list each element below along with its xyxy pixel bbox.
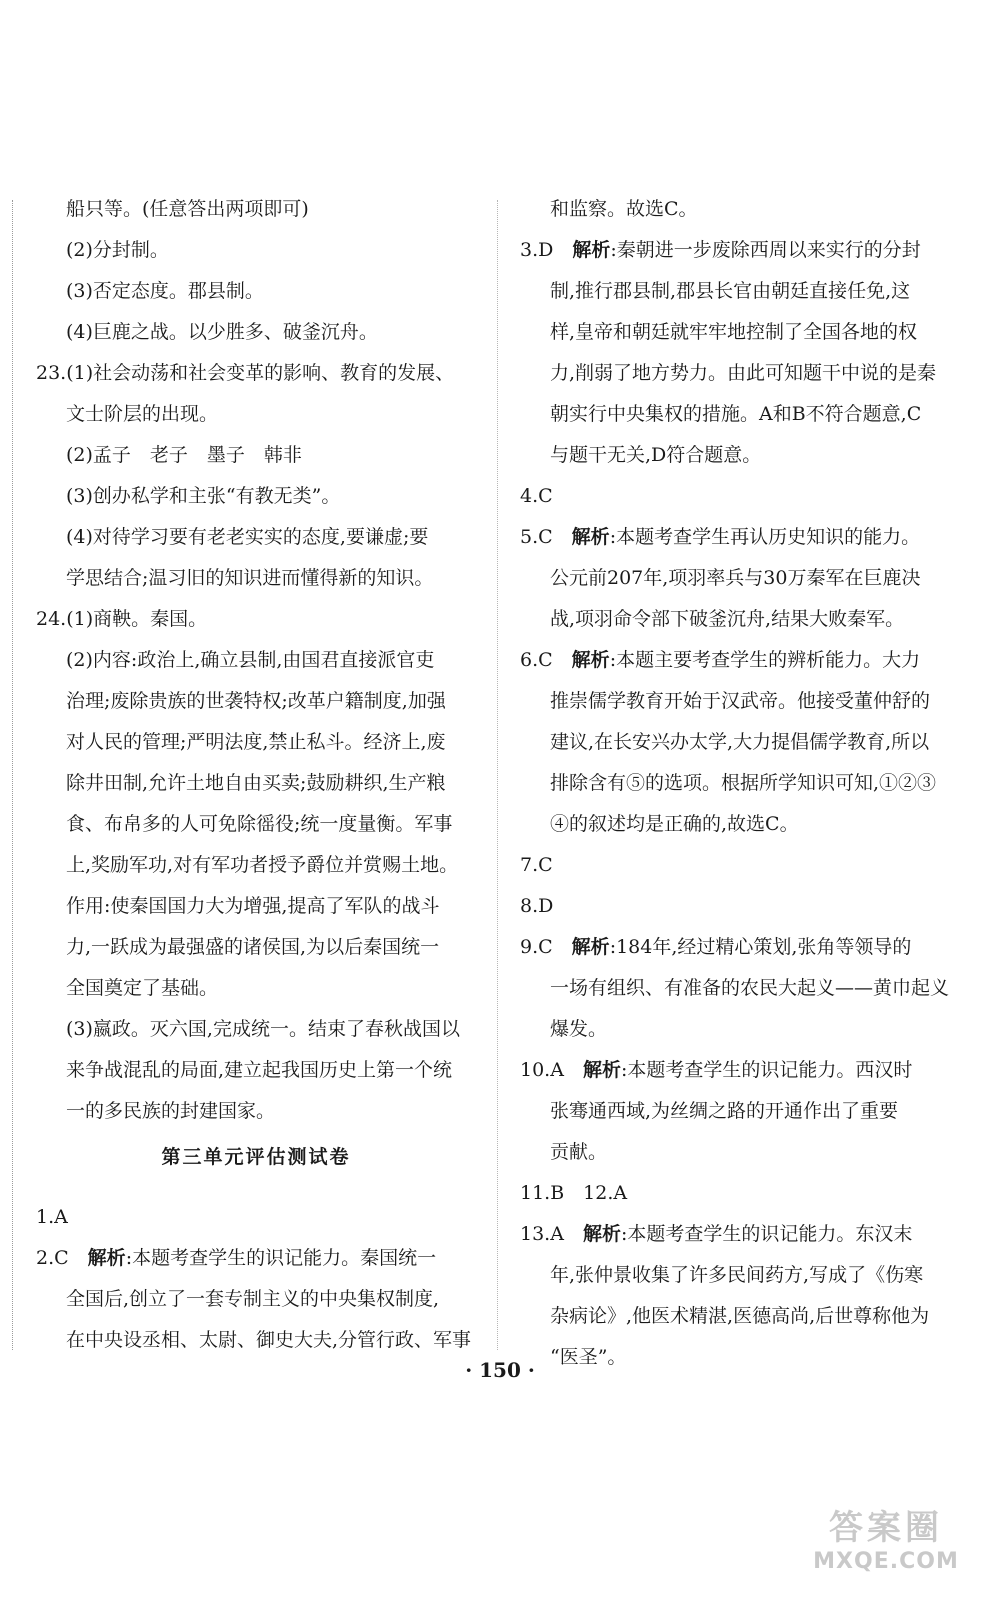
line-text: 7.C (520, 854, 553, 876)
line-text: 建议,在长安兴办太学,大力提倡儒学教育,所以 (550, 731, 930, 753)
page-number (0, 1358, 1000, 1382)
text-line (520, 893, 553, 919)
text-line (66, 729, 445, 755)
line-text: 一场有组织、有准备的农民大起义——黄巾起义 (550, 977, 950, 999)
text-line (550, 606, 904, 632)
page-number-dot-right: · (527, 1358, 535, 1382)
analysis-label: 解析 (582, 1059, 621, 1081)
line-text: 船只等。(任意答出两项即可) (66, 198, 309, 220)
text-line (66, 442, 302, 468)
text-line (36, 360, 454, 386)
answer-number: 5.C (520, 526, 572, 548)
answer-number: 13.A (520, 1223, 583, 1245)
line-text: 在中央设丞相、太尉、御史大夫,分管行政、军事 (66, 1329, 472, 1351)
line-text: 4.C (520, 485, 553, 507)
watermark (786, 1508, 986, 1588)
line-text: 排除含有⑤的选项。根据所学知识可知,①②③ (550, 772, 937, 794)
page-number-value: 150 (479, 1358, 521, 1382)
line-text: 与题干无关,D符合题意。 (550, 444, 762, 466)
line-text: (4)巨鹿之战。以少胜多、破釜沉舟。 (66, 321, 378, 343)
line-text: 治理;废除贵族的世袭特权;改革户籍制度,加强 (66, 690, 446, 712)
line-text: :秦朝进一步废除西周以来实行的分封 (610, 239, 921, 261)
watermark-logo: 答案圈 (829, 1508, 943, 1548)
line-text: (3)嬴政。灭六国,完成统一。结束了春秋战国以 (66, 1018, 460, 1040)
line-text: 文士阶层的出现。 (66, 403, 219, 425)
line-text: 8.D (520, 895, 554, 917)
text-line (66, 770, 445, 796)
answer-line (520, 1221, 912, 1247)
text-line (66, 811, 452, 837)
text-line (550, 442, 761, 468)
answer-line (520, 647, 920, 673)
text-line (66, 1057, 452, 1083)
text-line (66, 1327, 471, 1353)
line-text: 杂病论》,他医术精湛,医德高尚,后世尊称他为 (550, 1305, 930, 1327)
text-line (66, 524, 428, 550)
analysis-label: 解析 (571, 936, 610, 958)
line-text: 学思结合;温习旧的知识进而懂得新的知识。 (66, 567, 434, 589)
line-text: 公元前207年,项羽率兵与30万秦军在巨鹿决 (550, 567, 921, 589)
analysis-label: 解析 (571, 526, 610, 548)
line-text: 1.A (36, 1206, 68, 1228)
answer-line (520, 237, 921, 263)
answer-line (520, 1057, 912, 1083)
line-text: 样,皇帝和朝廷就牢牢地控制了全国各地的权 (550, 321, 918, 343)
answer-number: 6.C (520, 649, 572, 671)
text-line (66, 893, 439, 919)
line-text: 作用:使秦国国力大为增强,提高了军队的战斗 (66, 895, 440, 917)
text-line (550, 975, 949, 1001)
text-line (66, 319, 378, 345)
line-text: ④的叙述均是正确的,故选C。 (550, 813, 799, 835)
text-line (550, 1098, 898, 1124)
line-text: :本题考查学生的识记能力。西汉时 (620, 1059, 913, 1081)
text-line (550, 729, 929, 755)
line-text: 力,削弱了地方势力。由此可知题干中说的是秦 (550, 362, 937, 384)
answer-number: 3.D (520, 239, 573, 261)
line-text: :本题考查学生再认历史知识的能力。 (609, 526, 921, 548)
line-text: 贡献。 (550, 1141, 608, 1163)
text-line (520, 1180, 627, 1206)
text-line (550, 1139, 607, 1165)
text-line (550, 1303, 929, 1329)
line-text: 全国后,创立了一套专制主义的中央集权制度, (66, 1288, 440, 1310)
text-line (66, 1098, 275, 1124)
line-text: 战,项羽命令部下破釜沉舟,结果大败秦军。 (550, 608, 905, 630)
answer-line (520, 524, 920, 550)
section-title: 第三单元评估测试卷 (161, 1146, 351, 1168)
line-text: 全国奠定了基础。 (66, 977, 219, 999)
answer-number: 10.A (520, 1059, 583, 1081)
line-text: 食、布帛多的人可免除徭役;统一度量衡。军事 (66, 813, 453, 835)
line-text: (3)创办私学和主张“有教无类”。 (66, 485, 341, 507)
line-text: :本题主要考查学生的辨析能力。大力 (609, 649, 921, 671)
answer-line (36, 1245, 436, 1271)
text-line (550, 1016, 607, 1042)
column-divider (497, 200, 498, 1350)
line-text: 上,奖励军功,对有军功者授予爵位并赏赐土地。 (66, 854, 459, 876)
text-line (550, 360, 936, 386)
line-text: :184年,经过精心策划,张角等领导的 (609, 936, 912, 958)
line-text: 力,一跃成为最强盛的诸侯国,为以后秦国统一 (66, 936, 440, 958)
answer-line (520, 934, 911, 960)
text-line (66, 401, 218, 427)
text-line (550, 319, 917, 345)
line-text: 和监察。故选C。 (550, 198, 698, 220)
text-line (550, 811, 799, 837)
analysis-label: 解析 (87, 1247, 126, 1269)
text-line (66, 196, 309, 222)
text-line (550, 401, 921, 427)
page-number-dot-left: · (465, 1358, 473, 1382)
text-line (550, 565, 920, 591)
line-text: (2)分封制。 (66, 239, 169, 261)
line-text: 来争战混乱的局面,建立起我国历史上第一个统 (66, 1059, 453, 1081)
line-text: (3)否定态度。郡县制。 (66, 280, 264, 302)
text-line (66, 1286, 439, 1312)
text-line (66, 934, 439, 960)
text-line (36, 1204, 68, 1230)
text-line (520, 852, 553, 878)
text-line (66, 237, 169, 263)
line-text: 11.B 12.A (520, 1182, 628, 1204)
text-line (66, 688, 446, 714)
analysis-label: 解析 (571, 649, 610, 671)
text-line (550, 278, 910, 304)
answer-number: 2.C (36, 1247, 88, 1269)
line-text: 推崇儒学教育开始于汉武帝。他接受董仲舒的 (550, 690, 931, 712)
text-line (66, 565, 433, 591)
line-text: 张骞通西域,为丝绸之路的开通作出了重要 (550, 1100, 899, 1122)
line-text: :本题考查学生的识记能力。秦国统一 (125, 1247, 437, 1269)
text-line (66, 1016, 460, 1042)
line-text: (4)对待学习要有老老实实的态度,要谦虚;要 (66, 526, 429, 548)
text-line (66, 647, 434, 673)
line-text: 爆发。 (550, 1018, 608, 1040)
analysis-label: 解析 (582, 1223, 621, 1245)
line-text: 23.(1)社会动荡和社会变革的影响、教育的发展、 (36, 362, 455, 384)
line-text: “医圣”。 (550, 1346, 627, 1368)
answer-number: 9.C (520, 936, 572, 958)
line-text: 24.(1)商鞅。秦国。 (36, 608, 208, 630)
line-text: 对人民的管理;严明法度,禁止私斗。经济上,废 (66, 731, 446, 753)
line-text: 一的多民族的封建国家。 (66, 1100, 276, 1122)
line-text: 除井田制,允许土地自由买卖;鼓励耕织,生产粮 (66, 772, 446, 794)
watermark-url: MXQE.COM (813, 1549, 959, 1574)
text-line (36, 606, 207, 632)
analysis-label: 解析 (572, 239, 611, 261)
text-line (66, 975, 218, 1001)
text-line (550, 688, 930, 714)
text-line (550, 1262, 923, 1288)
text-line (66, 483, 340, 509)
text-line (66, 278, 264, 304)
line-text: 年,张仲景收集了许多民间药方,写成了《伤寒 (550, 1264, 924, 1286)
text-line (550, 196, 698, 222)
line-text: (2)内容:政治上,确立县制,由国君直接派官吏 (66, 649, 435, 671)
binding-edge-rule (12, 200, 13, 1350)
line-text: :本题考查学生的识记能力。东汉末 (620, 1223, 913, 1245)
text-line (520, 483, 553, 509)
text-line (550, 770, 936, 796)
line-text: 制,推行郡县制,郡县长官由朝廷直接任免,这 (550, 280, 911, 302)
line-text: 朝实行中央集权的措施。A和B不符合题意,C (550, 403, 922, 425)
text-line (66, 852, 458, 878)
line-text: (2)孟子 老子 墨子 韩非 (66, 444, 302, 466)
